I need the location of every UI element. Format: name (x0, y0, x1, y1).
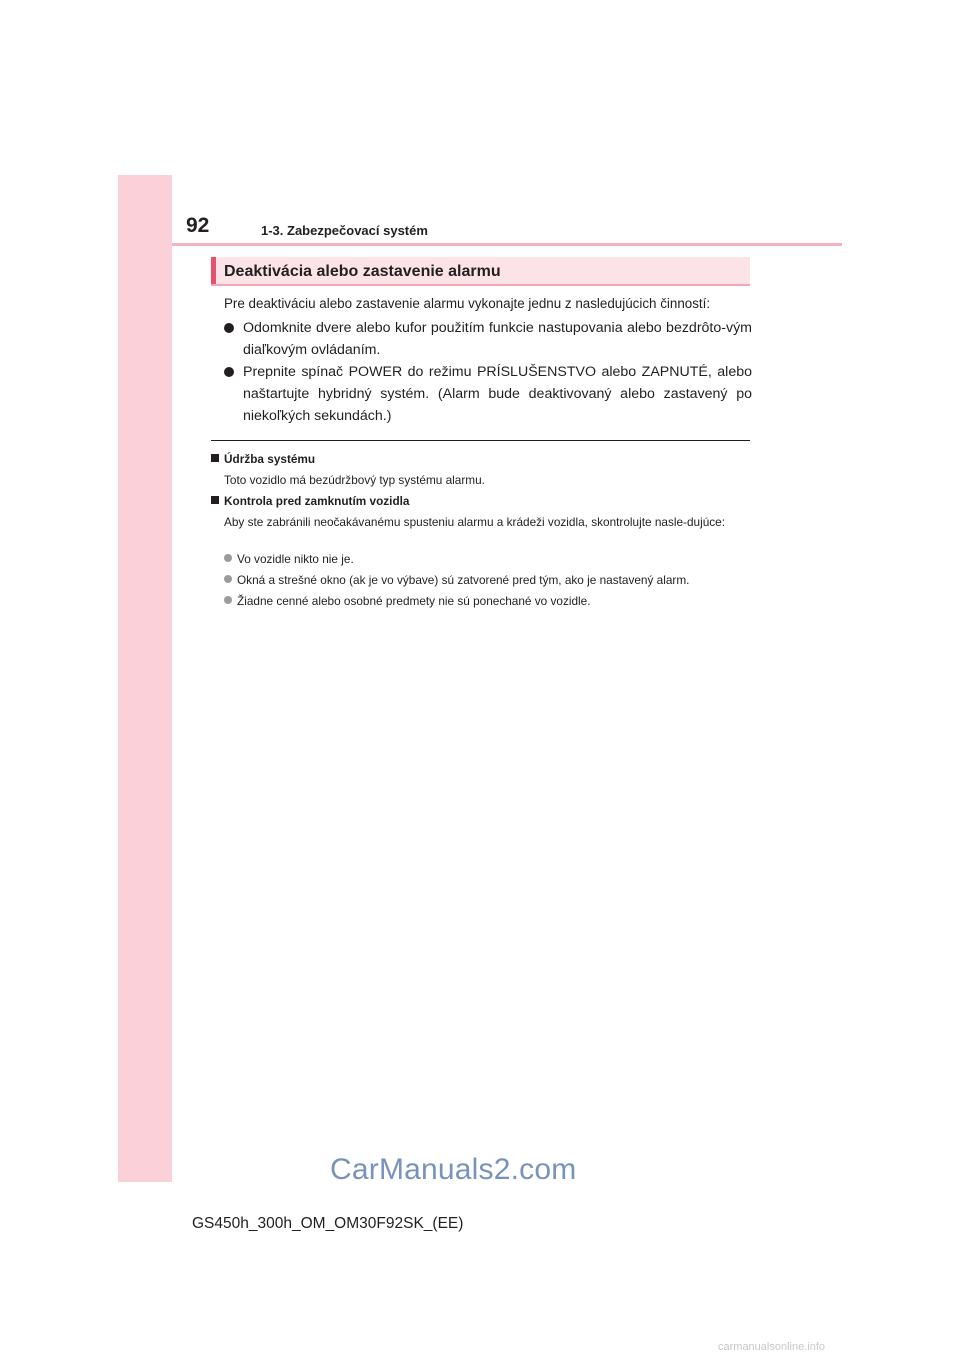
bullet-icon (224, 596, 232, 604)
list-item-text: Prepnite spínač POWER do režimu PRÍSLUŠENSTVO alebo ZAPNUTÉ, alebo naštartujte hybridný systém. (Alarm bude deaktivovaný alebo zastavený po niekoľkých sekundách.) (243, 364, 752, 424)
note-text-maintenance: Toto vozidlo má bezúdržbový typ systému alarmu. (224, 473, 485, 487)
note-heading-text: Údržba systému (224, 452, 316, 466)
list-item (224, 551, 354, 567)
bullet-icon (224, 575, 232, 583)
square-bullet-icon (211, 496, 219, 504)
list-item-text: Vo vozidle nikto nie je. (237, 552, 354, 566)
note-heading-check (211, 493, 410, 509)
list-item-text: Odomknite dvere alebo kufor použitím funkcie nastupovania alebo bezdrôto-vým diaľkovým ovládaním. (243, 320, 752, 358)
header-rule (172, 243, 842, 246)
side-band (118, 175, 172, 1182)
bullet-icon (224, 367, 234, 377)
page-number: 92 (186, 214, 210, 237)
list-item (224, 361, 752, 427)
divider (211, 440, 750, 441)
section-title: 1-3. Zabezpečovací systém (261, 223, 428, 238)
list-item-text: Žiadne cenné alebo osobné predmety nie sú ponechané vo vozidle. (237, 594, 591, 608)
list-item (224, 572, 689, 588)
bullet-icon (224, 554, 232, 562)
square-bullet-icon (211, 454, 219, 462)
heading-accent-bar (211, 257, 216, 286)
bullet-icon (224, 323, 234, 333)
note-heading-maintenance (211, 451, 315, 467)
note-text-check: Aby ste zabránili neočakávanému spusteniu alarmu a krádeži vozidla, skontrolujte nasle-dujúce: (224, 515, 725, 529)
document-code: GS450h_300h_OM_OM30F92SK_(EE) (192, 1215, 464, 1232)
note-heading-text: Kontrola pred zamknutím vozidla (224, 494, 410, 508)
section-heading (211, 257, 750, 286)
list-item (224, 317, 752, 361)
heading-text: Deaktivácia alebo zastavenie alarmu (224, 263, 501, 280)
intro-text: Pre deaktiváciu alebo zastavenie alarmu vykonajte jednu z nasledujúcich činností: (224, 296, 711, 311)
list-item-text: Okná a strešné okno (ak je vo výbave) sú zatvorené pred tým, ako je nastavený alarm. (237, 573, 690, 587)
list-item (224, 593, 591, 609)
heading-underline (211, 284, 750, 286)
watermark-logo: CarManuals2.com (330, 1153, 577, 1186)
bottom-watermark: carmanualsonline.info (718, 1341, 826, 1353)
